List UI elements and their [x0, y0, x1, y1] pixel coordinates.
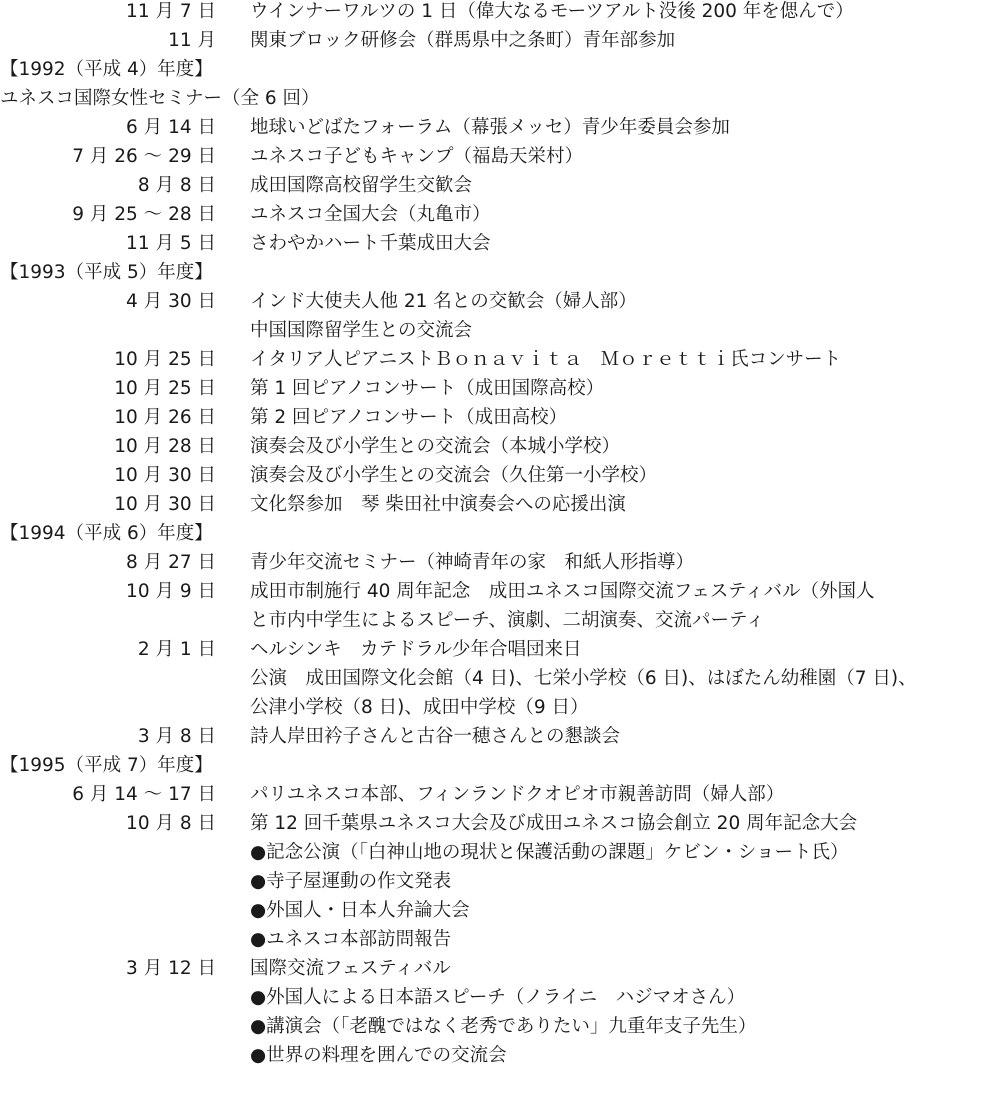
heading-text: 【1993（平成 5）年度】 [0, 262, 213, 283]
event-description: 国際交流フェスティバル [250, 958, 451, 979]
event-description: と市内中学生によるスピーチ、演劇、二胡演奏、交流パーティ [250, 610, 765, 631]
event-date: 11 月 5 日 [126, 233, 216, 254]
event-entry [0, 229, 1000, 258]
event-entry [0, 345, 1000, 374]
event-entry [0, 0, 1000, 26]
event-date: 10 月 30 日 [114, 494, 216, 515]
event-entry [0, 113, 1000, 142]
event-entry [0, 374, 1000, 403]
section-heading [0, 84, 1000, 113]
event-date: 7 月 26 ～ 29 日 [72, 146, 216, 167]
event-date: 9 月 25 ～ 28 日 [72, 204, 216, 225]
event-entry [0, 838, 1000, 867]
event-description: パリユネスコ本部、フィンランドクオピオ市親善訪問（婦人部） [250, 784, 785, 805]
event-description: 演奏会及び小学生との交流会（久住第一小学校） [250, 465, 658, 486]
event-entry [0, 461, 1000, 490]
section-heading [0, 55, 1000, 84]
event-description: 公演 成田国際文化会館（4 日)、七栄小学校（6 日)、はぼたん幼稚園（7 日)、 [250, 668, 917, 689]
event-entry [0, 1012, 1000, 1041]
event-date: 10 月 25 日 [114, 378, 216, 399]
event-entry [0, 809, 1000, 838]
event-entry [0, 954, 1000, 983]
event-entry [0, 983, 1000, 1012]
event-entry [0, 142, 1000, 171]
event-entry [0, 287, 1000, 316]
event-description: 関東ブロック研修会（群馬県中之条町）青年部参加 [250, 30, 676, 51]
event-description: ヘルシンキ カテドラル少年合唱団来日 [250, 639, 582, 660]
event-entry [0, 606, 1000, 635]
heading-text: ユネスコ国際女性セミナー（全 6 回） [0, 88, 320, 109]
event-date: 10 月 30 日 [114, 465, 216, 486]
event-description: ●外国人・日本人弁論大会 [250, 900, 470, 921]
event-description: ●寺子屋運動の作文発表 [250, 871, 452, 892]
event-entry [0, 577, 1000, 606]
event-description: 中国国際留学生との交流会 [250, 320, 473, 341]
event-description: ウインナーワルツの 1 日（偉大なるモーツアルト没後 200 年を偲んで） [250, 1, 854, 22]
section-heading [0, 258, 1000, 287]
event-date: 10 月 25 日 [114, 349, 216, 370]
event-description: 第 2 回ピアノコンサート（成田高校） [250, 407, 568, 428]
event-entry [0, 403, 1000, 432]
event-description: 演奏会及び小学生との交流会（本城小学校） [250, 436, 621, 457]
event-entry [0, 867, 1000, 896]
event-entry [0, 896, 1000, 925]
event-entry [0, 200, 1000, 229]
event-entry [0, 722, 1000, 751]
event-description: イタリア人ピアニストＢｏｎａｖｉｔａ Ｍｏｒｅｔｔｉ氏コンサート [250, 349, 842, 370]
event-entry [0, 664, 1000, 693]
event-description: ●講演会（「老醜ではなく老秀でありたい」九重年支子先生） [250, 1016, 757, 1037]
heading-text: 【1995（平成 7）年度】 [0, 755, 213, 776]
event-description: 成田市制施行 40 周年記念 成田ユネスコ国際交流フェスティバル（外国人 [250, 581, 875, 602]
event-description: さわやかハート千葉成田大会 [250, 233, 491, 254]
event-date: 6 月 14 ～ 17 日 [72, 784, 216, 805]
event-description: 成田国際高校留学生交歓会 [250, 175, 473, 196]
event-entry [0, 26, 1000, 55]
event-description: 青少年交流セミナー（神崎青年の家 和紙人形指導） [250, 552, 695, 573]
section-heading [0, 751, 1000, 780]
event-entry [0, 548, 1000, 577]
event-description: ●外国人による日本語スピーチ（ノライニ ハジマオさん） [250, 987, 746, 1008]
event-description: ユネスコ全国大会（丸亀市） [250, 204, 491, 225]
event-entry [0, 171, 1000, 200]
event-description: 地球いどばたフォーラム（幕張メッセ）青少年委員会参加 [250, 117, 730, 138]
heading-text: 【1992（平成 4）年度】 [0, 59, 213, 80]
event-date: 2 月 1 日 [137, 639, 216, 660]
event-entry [0, 780, 1000, 809]
event-description: インド大使夫人他 21 名との交歓会（婦人部） [250, 291, 637, 312]
event-date: 3 月 12 日 [126, 958, 216, 979]
event-entry [0, 316, 1000, 345]
event-description: 文化祭参加 琴 柴田社中演奏会への応援出演 [250, 494, 626, 515]
event-description: ●記念公演（「白神山地の現状と保護活動の課題」ケビン・ショート氏） [250, 842, 849, 863]
event-entry [0, 635, 1000, 664]
event-description: ●世界の料理を囲んでの交流会 [250, 1045, 507, 1066]
event-date: 10 月 8 日 [126, 813, 216, 834]
event-entry [0, 925, 1000, 954]
event-date: 10 月 28 日 [114, 436, 216, 457]
event-description: 第 1 回ピアノコンサート（成田国際高校） [250, 378, 605, 399]
event-date: 3 月 8 日 [137, 726, 216, 747]
event-date: 6 月 14 日 [126, 117, 216, 138]
event-date: 11 月 7 日 [126, 1, 216, 22]
event-description: 詩人岸田衿子さんと古谷一穂さんとの懇談会 [250, 726, 621, 747]
event-description: ●ユネスコ本部訪問報告 [250, 929, 452, 950]
event-description: ユネスコ子どもキャンプ（福島天栄村） [250, 146, 584, 167]
event-entry [0, 693, 1000, 722]
event-date: 4 月 30 日 [126, 291, 216, 312]
event-date: 10 月 26 日 [114, 407, 216, 428]
event-date: 8 月 8 日 [137, 175, 216, 196]
event-date: 8 月 27 日 [126, 552, 216, 573]
event-entry [0, 432, 1000, 461]
heading-text: 【1994（平成 6）年度】 [0, 523, 213, 544]
event-description: 公津小学校（8 日)、成田中学校（9 日） [250, 697, 589, 718]
event-date: 11 月 [168, 30, 216, 51]
event-entry [0, 490, 1000, 519]
event-entry [0, 1041, 1000, 1070]
section-heading [0, 519, 1000, 548]
event-date: 10 月 9 日 [126, 581, 216, 602]
event-description: 第 12 回千葉県ユネスコ大会及び成田ユネスコ協会創立 20 周年記念大会 [250, 813, 858, 834]
